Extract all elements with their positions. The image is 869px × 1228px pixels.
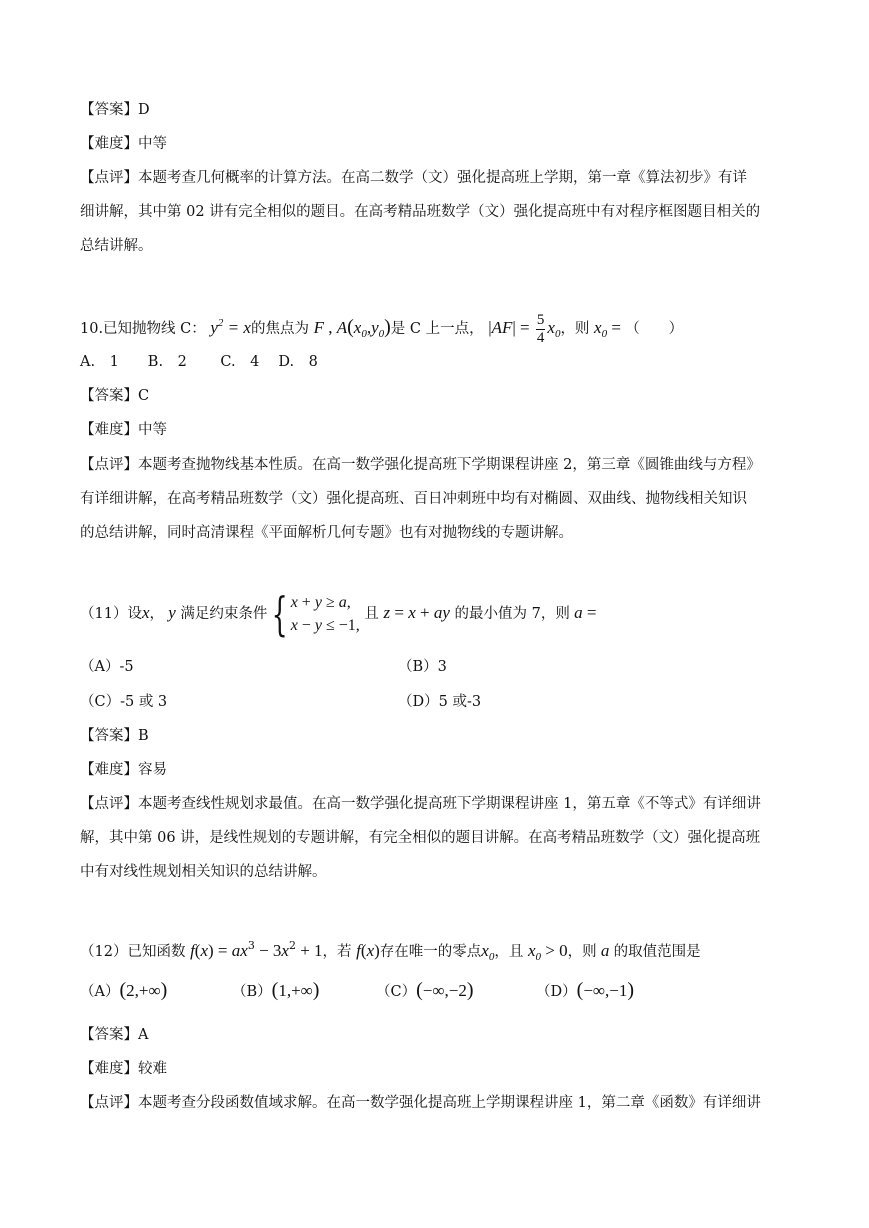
q10-comment-2: 有详细讲解，在高考精品班数学（文）强化提高班、百日冲刺班中均有对椭圆、双曲线、抛物线相关知识 <box>80 491 747 507</box>
q12-comment-1: 【点评】本题考查分段函数值域求解。在高一数学强化提高班上学期课程讲座 1，第二章《函数》有详细讲 <box>80 1095 761 1111</box>
answer-prev: 【答案】D <box>80 102 150 118</box>
q12-option-b: （B）(1,+∞) <box>232 979 320 1001</box>
question-12: （12）已知函数 $f(x) = ax^3 - 3x^2 + 1$，若 f(x)存在唯一的零点$x_0$，且 $x_0 > 0$，则 a 的取值范围是 <box>80 939 701 963</box>
q10-options: A. 1 B. 2 C. 4 D. 8 <box>80 354 318 370</box>
q11-option-d: （D）5 或-3 <box>398 694 482 710</box>
q11-comment-3: 中有对线性规划相关知识的总结讲解。 <box>80 864 327 880</box>
brace-icon: { <box>271 587 289 641</box>
q11-option-c: （C）-5 或 3 <box>80 694 168 710</box>
comment-prev-1: 【点评】本题考查几何概率的计算方法。在高二数学（文）强化提高班上学期，第一章《算法初步》有详 <box>80 170 747 186</box>
q12-option-d: （D）(−∞,−1) <box>536 979 635 1001</box>
q11-option-b: （B）3 <box>398 659 447 675</box>
q11-comment-2: 解，其中第 06 讲，是线性规划的专题讲解，有完全相似的题目讲解。在高考精品班数学（文）强化提高班 <box>80 830 761 846</box>
q10-difficulty: 【难度】中等 <box>80 422 167 438</box>
q11-answer: 【答案】B <box>80 728 149 744</box>
comment-prev-2: 细讲解，其中第 02 讲有完全相似的题目。在高考精品班数学（文）强化提高班中有对程序框图题目相关的 <box>80 204 761 220</box>
q10-comment-3: 的总结讲解，同时高清课程《平面解析几何专题》也有对抛物线的专题讲解。 <box>80 525 573 541</box>
comment-prev-3: 总结讲解。 <box>80 238 153 254</box>
difficulty-prev: 【难度】中等 <box>80 136 167 152</box>
q10-comment-1: 【点评】本题考查抛物线基本性质。在高一数学强化提高班下学期课程讲座 2，第三章《圆锥曲线与方程》 <box>80 457 761 473</box>
q11-difficulty: 【难度】容易 <box>80 762 167 778</box>
eq-parabola: $y^2 = x$ <box>210 317 251 337</box>
q11-option-a: （A）-5 <box>80 659 134 675</box>
q12-difficulty: 【难度】较难 <box>80 1061 167 1077</box>
constraint-system: x + y ≥ a, x − y ≤ −1, <box>290 594 360 634</box>
question-10: 10.已知抛物线 C： $y^2 = x$的焦点为 F , $A(x_0,y_0)$是 C 上一点， |AF| = $\frac{5}{4}$ $x_0$，则 $x_0$ = （ ） <box>80 311 684 346</box>
q11-comment-1: 【点评】本题考查线性规划求最值。在高一数学强化提高班下学期课程讲座 1，第五章《不等式》有详细讲 <box>80 796 761 812</box>
q12-option-a: （A）(2,+∞) <box>80 979 168 1001</box>
fraction-5-4: $\frac{5}{4}$ <box>536 311 545 346</box>
q10-answer: 【答案】C <box>80 388 150 404</box>
q12-option-c: （C）(−∞,−2) <box>376 979 474 1001</box>
q12-answer: 【答案】A <box>80 1027 149 1043</box>
question-11: （11）设x， y 满足约束条件{ x + y ≥ a, x − y ≤ −1, 且 z = x + ay 的最小值为 7，则 a = <box>80 587 597 641</box>
